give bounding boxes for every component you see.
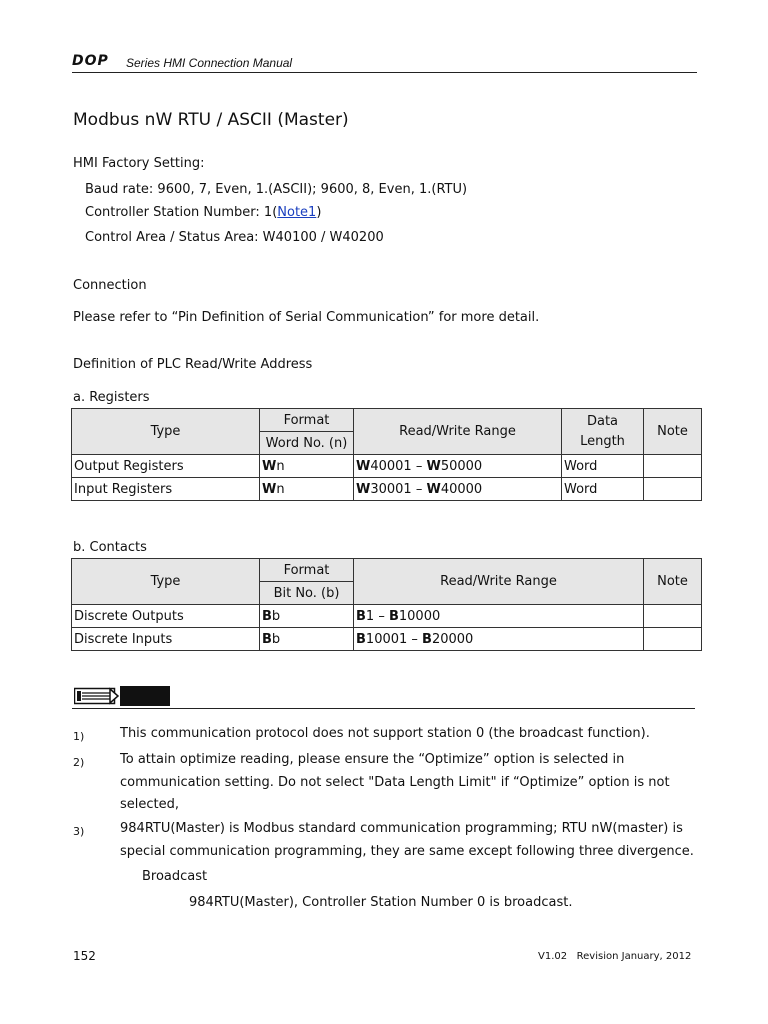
notes-divider [72,708,695,709]
col-length-line1: Data [586,413,619,429]
definition-heading: Definition of PLC Read/Write Address [73,357,313,372]
range-prefix: W [426,481,441,497]
note-number: 2) [73,756,85,769]
format-prefix: B [262,608,272,624]
range-start: 30001 – [370,481,427,497]
row-note [644,605,702,628]
control-area-text: Control Area / Status Area: W40100 / W40200 [85,230,384,245]
page-title: Modbus nW RTU / ASCII (Master) [73,110,349,130]
table-row [72,605,702,628]
row-range [354,455,562,478]
row-note [644,628,702,651]
contacts-heading: b. Contacts [73,540,147,555]
col-format-sub: Bit No. (b) [260,582,354,605]
col-type: Type [72,409,260,455]
registers-table [71,408,702,501]
row-length: Word [562,478,644,501]
baud-rate-text: Baud rate: 9600, 7, Even, 1.(ASCII); 9600, 8, Even, 1.(RTU) [85,182,468,197]
station-suffix: ) [316,205,322,220]
col-range: Read/Write Range [354,409,562,455]
format-prefix: W [262,481,277,497]
format-prefix: B [262,631,272,647]
note-number: 3) [73,825,85,838]
page-number: 152 [73,949,96,963]
range-prefix: B [422,631,432,647]
format-suffix: n [276,481,285,497]
broadcast-text: 984RTU(Master), Controller Station Number 0 is broadcast. [189,895,573,910]
registers-heading: a. Registers [73,390,150,405]
range-prefix: W [356,481,371,497]
row-range [354,628,644,651]
range-prefix: B [388,608,399,624]
note-text: To attain optimize reading, please ensure the “Optimize” option is selected in communication setting. Do not select "Data Length Limit" if “Optimize” option is not selected, [120,752,670,812]
row-type: Input Registers [72,478,260,501]
format-suffix: b [271,608,281,624]
contacts-table [71,558,702,651]
range-prefix: B [356,631,366,647]
table-row [72,455,702,478]
col-format-sub: Word No. (n) [260,432,354,455]
range-prefix: W [356,458,371,474]
row-type: Discrete Inputs [72,628,260,651]
col-note: Note [644,409,702,455]
range-prefix: B [356,608,366,624]
connection-text: Please refer to “Pin Definition of Serial Communication” for more detail. [73,310,540,325]
broadcast-heading: Broadcast [142,869,208,884]
range-end: 40000 [440,481,483,497]
col-format: Format [260,409,354,432]
range-end: 20000 [431,631,474,647]
revision-text: V1.02 Revision January, 2012 [538,951,692,962]
table-row [72,628,702,651]
format-suffix: n [276,458,285,474]
range-end: 50000 [440,458,483,474]
range-prefix: W [426,458,441,474]
range-end: 10000 [398,608,441,624]
factory-heading: HMI Factory Setting: [73,156,205,171]
col-range: Read/Write Range [354,559,644,605]
note-text: 984RTU(Master) is Modbus standard communication programming; RTU nW(master) is special communication programming, they are same except following three divergence. [120,821,694,859]
row-format [260,455,354,478]
row-type: Discrete Outputs [72,605,260,628]
row-range [354,478,562,501]
format-suffix: b [271,631,281,647]
dop-logo: DOP [72,53,109,69]
col-type: Type [72,559,260,605]
header-title: Series HMI Connection Manual [126,56,293,70]
note-pencil-icon [74,686,170,706]
row-note [644,455,702,478]
format-prefix: W [262,458,277,474]
col-length-line2: Length [580,433,625,449]
row-format [260,605,354,628]
connection-heading: Connection [73,278,147,293]
note1-link[interactable]: Note1 [277,205,317,220]
range-start: 1 – [365,608,389,624]
range-start: 40001 – [370,458,427,474]
station-prefix: Controller Station Number: 1( [85,205,278,220]
row-format [260,628,354,651]
row-length: Word [562,455,644,478]
col-data-length [562,409,644,455]
row-range [354,605,644,628]
header-divider [72,72,697,73]
row-format [260,478,354,501]
row-type: Output Registers [72,455,260,478]
col-note: Note [644,559,702,605]
col-format: Format [260,559,354,582]
station-number-text [85,205,321,220]
row-note [644,478,702,501]
note-number: 1) [73,730,85,743]
note-text: This communication protocol does not support station 0 (the broadcast function). [120,726,650,741]
range-start: 10001 – [365,631,423,647]
table-row [72,478,702,501]
